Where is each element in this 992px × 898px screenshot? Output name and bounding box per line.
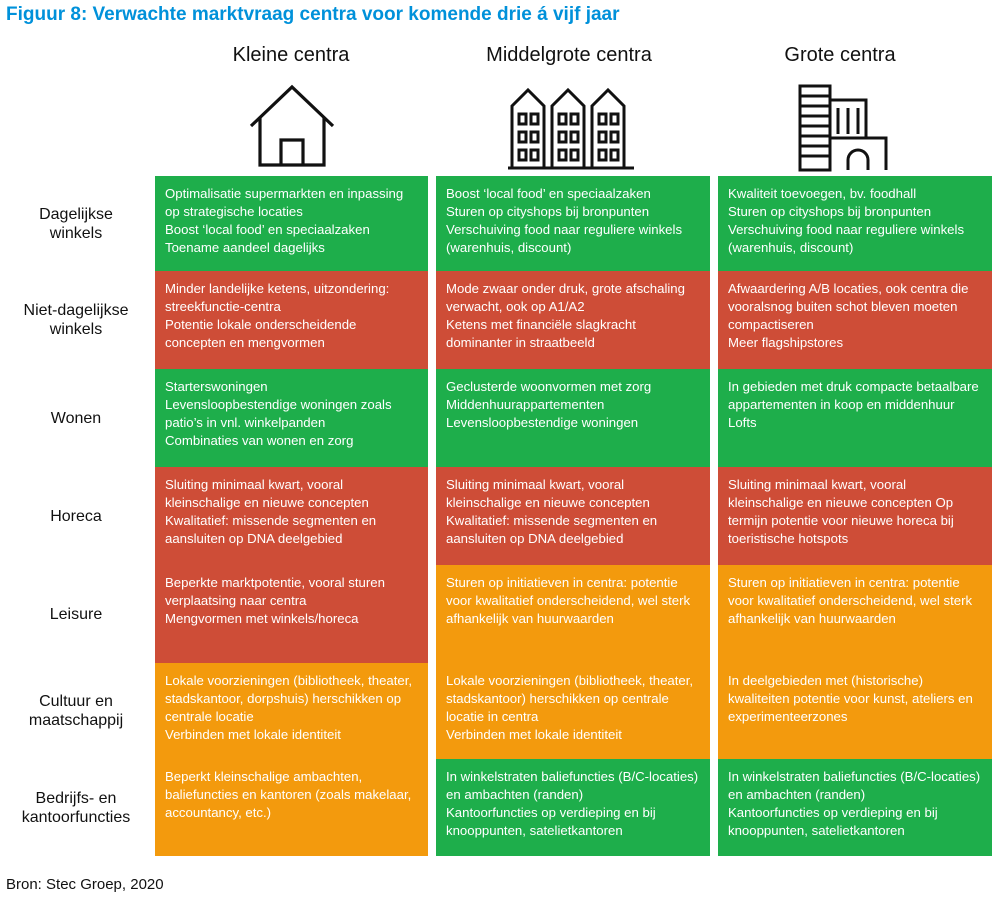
cell-bullet-text: Verschuiving food naar reguliere winkels (warenhuis, discount) [728,222,965,255]
cell-bullet-text: Beperkt kleinschalige ambachten, baliefuncties en kantoren (zoals makelaar, accountancy, etc.) [165,769,412,820]
row-label-text: Leisure [49,605,103,623]
column-header: Grote centra [784,44,896,66]
cell-bullet-text: In gebieden met druk compacte betaalbare appartementen in koop en middenhuur [728,379,979,412]
grid-cell [718,663,992,759]
cell-bullet-text: Levensloopbestendige woningen [446,415,639,430]
cell-bullet-text: Middenhuurappartementen [446,397,605,412]
grid-cell [436,663,710,759]
cell-bullet-text: Mengvormen met winkels/horeca [165,611,359,626]
cell-bullet-text: Mode zwaar onder druk, grote afschaling verwacht, ook op A1/A2 [446,281,685,314]
cell-bullet-text: Potentie lokale onderscheidende concepten en mengvormen [165,317,357,350]
grid-cell [155,176,428,271]
cell-bullet-text: Sturen op cityshops bij bronpunten [728,204,932,219]
row-label [0,369,152,467]
cell-bullet-text: Kantoorfuncties op verdieping en bij knooppunten, satelietkantoren [446,805,656,838]
grid-cell [155,369,428,467]
row-label [0,565,152,663]
row-label [0,467,152,565]
cell-bullet-text: Sturen op initiatieven in centra: potentie voor kwalitatief onderscheidend, wel sterk afhankelijk van huurwaarden [446,575,691,626]
row-label-text: Cultuur en maatschappij [28,693,124,729]
column-header: Kleine centra [232,44,350,66]
cell-bullet-text: Verschuiving food naar reguliere winkels (warenhuis, discount) [446,222,683,255]
grid-cell [436,759,710,856]
cell-bullet-text: Sluiting minimaal kwart, vooral kleinschalige en nieuwe concepten [446,477,650,510]
row-label-text: Niet-dagelijkse winkels [23,302,129,338]
cell-bullet-text: Kwalitatief: missende segmenten en aansluiten op DNA deelgebied [165,513,377,546]
grid-cell [718,176,992,271]
cell-bullet-text: Combinaties van wonen en zorg [165,433,354,448]
grid-cell [155,467,428,565]
row-label [0,663,152,759]
row-label-text: Dagelijkse winkels [39,205,113,242]
cell-bullet-text: Beperkte marktpotentie, vooral sturen verplaatsing naar centra [165,575,385,608]
row-label-text: Bedrijfs- en kantoorfuncties [21,789,131,826]
cell-bullet-text: Kwaliteit toevoegen, bv. foodhall [728,186,917,201]
row-label [0,759,152,856]
cell-bullet-text: Meer flagshipstores [728,335,844,350]
cell-bullet-text: Optimalisatie supermarkten en inpassing op strategische locaties [165,186,404,219]
grid-cell [718,271,992,369]
grid-cell [436,467,710,565]
grid-cell [436,369,710,467]
cell-bullet-text: In winkelstraten baliefuncties (B/C-locaties) en ambachten (randen) [446,769,699,802]
grid-cell [436,176,710,271]
house-icon [248,80,336,168]
cell-bullet-text: Afwaardering A/B locaties, ook centra die vooralsnog buiten schot bleven moeten compactiseren [728,281,969,332]
grid-cell [436,565,710,663]
grid-cell [155,271,428,369]
cell-bullet-text: Sturen op initiatieven in centra: potentie voor kwalitatief onderscheidend, wel sterk afhankelijk van huurwaarden [728,575,973,626]
column-header: Middelgrote centra [486,44,652,66]
cell-bullet-text: Sluiting minimaal kwart, vooral kleinschalige en nieuwe concepten [165,477,369,510]
grid-cell [718,759,992,856]
cell-bullet-text: Kwalitatief: missende segmenten en aansluiten op DNA deelgebied [446,513,658,546]
office-buildings-icon [796,80,890,172]
grid-cell [718,467,992,565]
cell-bullet-text: Verbinden met lokale identiteit [446,727,622,742]
cell-bullet-text: Kantoorfuncties op verdieping en bij knooppunten, satelietkantoren [728,805,938,838]
cell-bullet-text: Boost ‘local food’ en speciaalzaken [446,186,651,201]
cell-bullet-text: Levensloopbestendige woningen zoals patio’s in vnl. winkelpanden [165,397,392,430]
row-label-text: Horeca [50,507,102,525]
cell-bullet-text: Starterswoningen [165,379,268,394]
cell-bullet-text: Boost ‘local food’ en speciaalzaken [165,222,370,237]
cell-bullet-text: Geclusterde woonvormen met zorg [446,379,652,394]
cell-bullet-text: In winkelstraten baliefuncties (B/C-locaties) en ambachten (randen) [728,769,981,802]
cell-bullet-text: In deelgebieden met (historische) kwaliteiten potentie voor kunst, ateliers en experimenteerzones [728,673,973,724]
grid-cell [155,759,428,856]
grid-cell [155,565,428,663]
source-note: Bron: Stec Groep, 2020 [6,876,164,893]
grid-cell [436,271,710,369]
figure-title: Figuur 8: Verwachte marktvraag centra voor komende drie á vijf jaar [6,4,620,25]
cell-bullet-text: Sturen op cityshops bij bronpunten [446,204,650,219]
row-label [0,176,152,271]
cell-bullet-text: Toename aandeel dagelijks [165,240,325,255]
cell-bullet-text: Sluiting minimaal kwart, vooral kleinschalige en nieuwe concepten Op termijn potentie voor nieuwe horeca bij toeristische hotspots [728,477,954,546]
row-label [0,271,152,369]
grid-cell [718,369,992,467]
grid-cell [718,565,992,663]
cell-bullet-text: Lokale voorzieningen (bibliotheek, theater, stadskantoor, dorpshuis) herschikken op centrale locatie [165,673,413,724]
cell-bullet-text: Lofts [728,415,757,430]
cell-bullet-text: Verbinden met lokale identiteit [165,727,341,742]
cell-bullet-text: Lokale voorzieningen (bibliotheek, theater, stadskantoor) herschikken op centrale locatie in centra [446,673,694,724]
row-houses-icon [506,84,636,170]
cell-bullet-text: Minder landelijke ketens, uitzondering: streekfunctie-centra [165,281,390,314]
row-label-text: Wonen [50,409,102,427]
cell-bullet-text: Ketens met financiële slagkracht dominanter in straatbeeld [446,317,636,350]
grid-cell [155,663,428,759]
